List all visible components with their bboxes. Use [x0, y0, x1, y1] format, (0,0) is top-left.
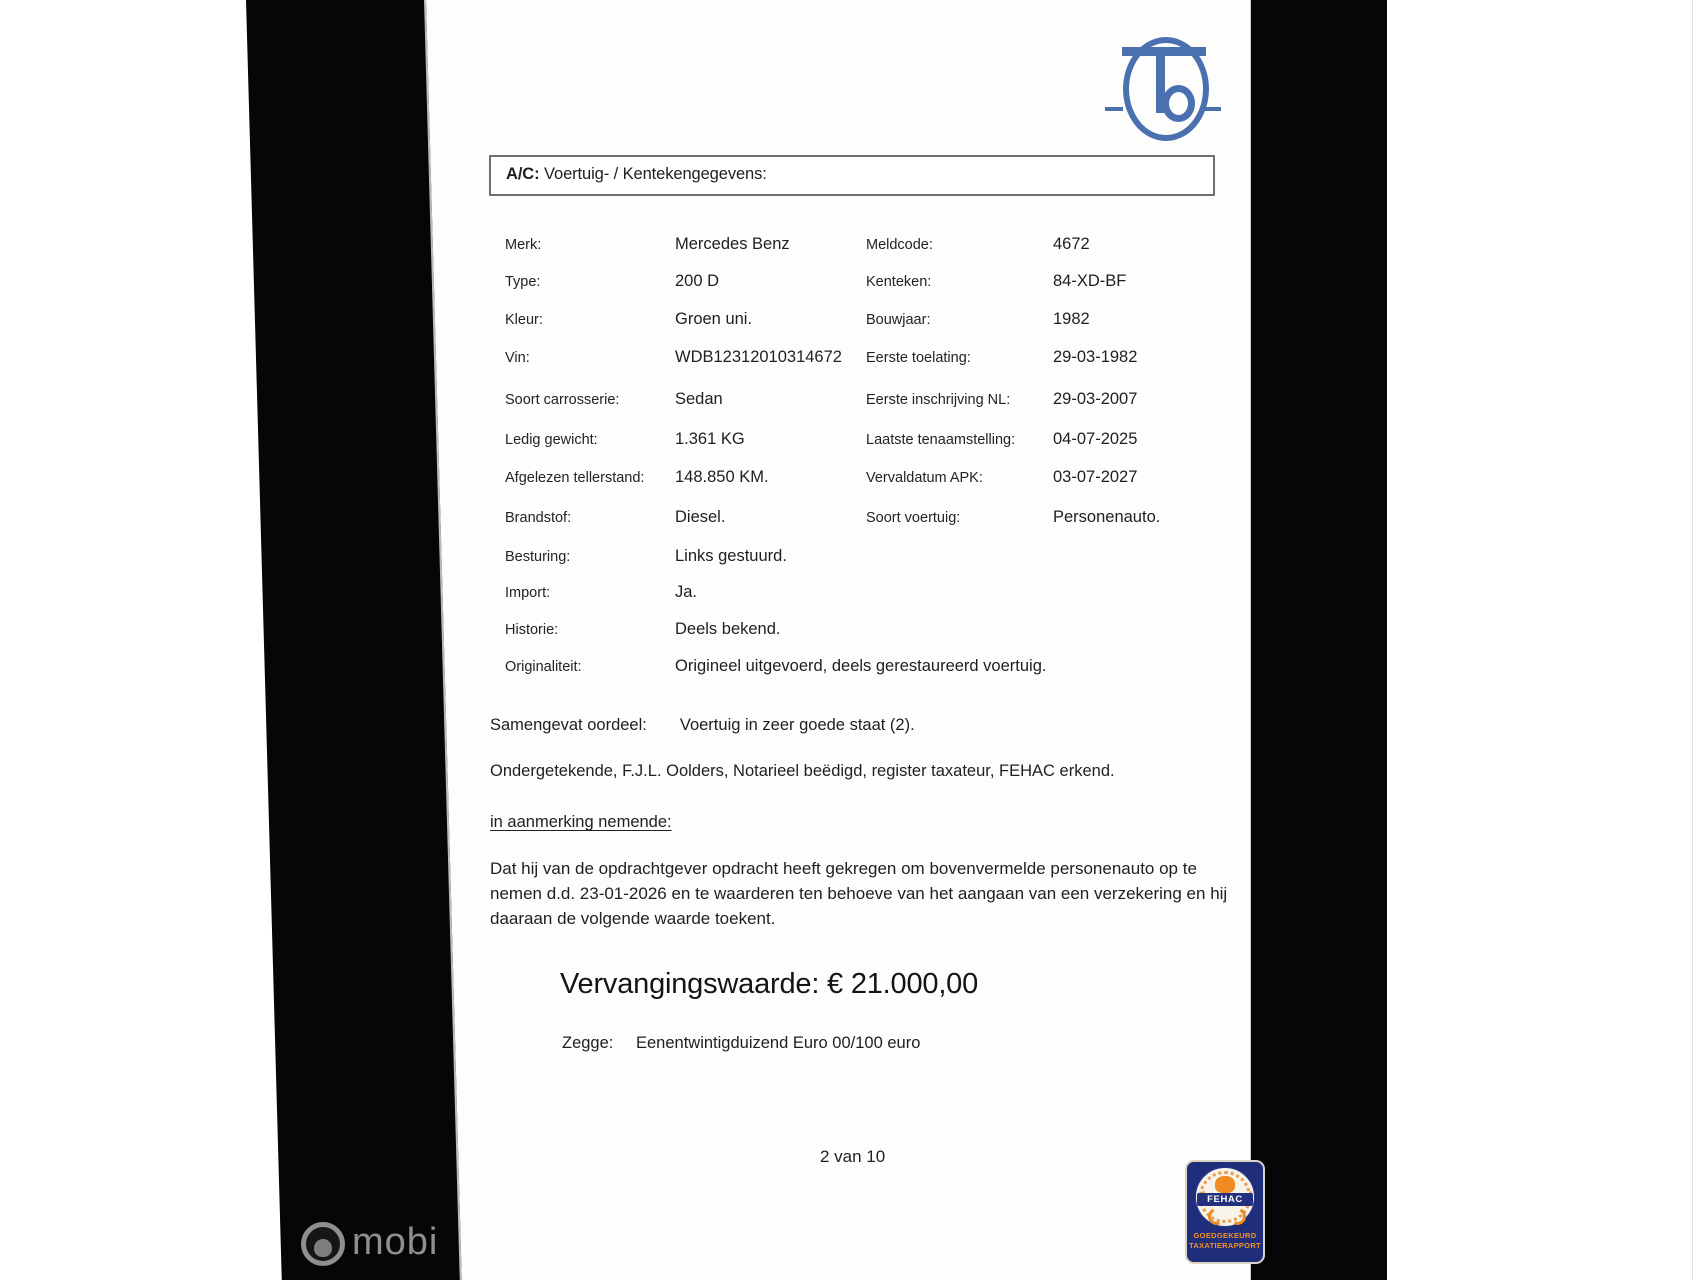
row-value2: Personenauto. — [1053, 508, 1161, 526]
table-row — [505, 508, 1235, 530]
tb-logo-dash-right-icon — [1203, 107, 1221, 111]
row-label: Brandstof: — [505, 510, 572, 526]
fehac-title: FEHAC — [1197, 1193, 1253, 1206]
row-value2: 04-07-2025 — [1053, 430, 1138, 448]
row-label: Ledig gewicht: — [505, 432, 598, 448]
row-value2: 03-07-2027 — [1053, 468, 1138, 486]
zegge-label: Zegge: — [562, 1034, 614, 1052]
fehac-emblem-circle — [1195, 1167, 1255, 1227]
valuation-line: Vervangingswaarde: € 21.000,00 — [560, 968, 979, 1000]
table-row — [505, 430, 1235, 452]
zegge-text: Eenentwintigduizend Euro 00/100 euro — [636, 1034, 921, 1052]
considering-line-3: daaraan de volgende waarde toekent. — [490, 909, 776, 928]
signer-line: Ondergetekende, F.J.L. Oolders, Notarieel beëdigd, register taxateur, FEHAC erkend. — [490, 762, 1115, 780]
row-value: 148.850 KM. — [675, 468, 769, 486]
table-row — [505, 235, 1235, 257]
row-label: Besturing: — [505, 549, 571, 565]
table-row — [505, 547, 1235, 569]
row-label: Kleur: — [505, 312, 543, 328]
considering-heading: in aanmerking nemende: — [490, 813, 672, 831]
row-value: Sedan — [675, 390, 723, 408]
row-value2: 4672 — [1053, 235, 1090, 253]
table-row — [505, 657, 1235, 679]
summary-value: Voertuig in zeer goede staat (2). — [679, 716, 915, 734]
row-label2: Eerste inschrijving NL: — [866, 392, 1011, 408]
row-value: Deels bekend. — [675, 620, 781, 638]
section-header-title: Voertuig- / Kentekengegevens: — [544, 165, 767, 183]
row-label: Afgelezen tellerstand: — [505, 470, 645, 486]
fehac-caption — [1187, 1231, 1263, 1251]
fehac-lion-icon — [1215, 1176, 1235, 1193]
row-value: Links gestuurd. — [675, 547, 787, 565]
row-value: Diesel. — [675, 508, 726, 526]
row-value: Mercedes Benz — [675, 235, 790, 253]
row-value2: 84-XD-BF — [1053, 272, 1127, 290]
page-edge-line — [1692, 0, 1693, 1280]
table-row — [505, 272, 1235, 294]
row-label: Type: — [505, 274, 541, 290]
row-label2: Laatste tenaamstelling: — [866, 432, 1016, 448]
row-value2: 1982 — [1053, 310, 1090, 328]
row-value: Ja. — [675, 583, 698, 601]
row-label: Historie: — [505, 622, 559, 638]
row-label2: Kenteken: — [866, 274, 932, 290]
row-value2: 29-03-1982 — [1053, 348, 1138, 366]
row-label: Merk: — [505, 237, 542, 253]
row-label: Soort carrosserie: — [505, 392, 620, 408]
row-value: 200 D — [675, 272, 720, 290]
row-label2: Vervaldatum APK: — [866, 470, 983, 486]
row-value2: 29-03-2007 — [1053, 390, 1138, 408]
row-label2: Meldcode: — [866, 237, 933, 253]
tb-logo-b-bowl-icon — [1162, 85, 1195, 122]
row-value: Groen uni. — [675, 310, 753, 328]
fehac-caption-line1: GOEDGEKEURD — [1193, 1231, 1257, 1240]
row-value: 1.361 KG — [675, 430, 745, 448]
considering-line-2: nemen d.d. 23-01-2026 en te waarderen ten behoeve van het aangaan van een verzekering en hij — [490, 884, 1228, 903]
tb-logo — [1112, 34, 1224, 136]
tb-logo-dash-left-icon — [1105, 107, 1123, 111]
summary-line — [490, 716, 915, 735]
row-label: Originaliteit: — [505, 659, 582, 675]
watermark-text: mobi — [352, 1221, 439, 1263]
watermark-logo-blob — [314, 1239, 332, 1257]
photo-black-bar-left — [246, 0, 462, 1280]
row-value: WDB12312010314672 — [675, 348, 842, 366]
row-label: Vin: — [505, 350, 530, 366]
row-value: Origineel uitgevoerd, deels gerestaureerd voertuig. — [675, 657, 1047, 675]
table-row — [505, 620, 1235, 642]
watermark-logo-icon — [301, 1222, 345, 1266]
tb-logo-t-crossbar-icon — [1122, 47, 1206, 56]
considering-line-1: Dat hij van de opdrachtgever opdracht heeft gekregen om bovenvermelde personenauto op te — [490, 859, 1197, 878]
section-header-text — [506, 165, 1213, 184]
fehac-caption-line2: TAXATIERAPPORT — [1189, 1241, 1261, 1250]
row-label2: Eerste toelating: — [866, 350, 971, 366]
table-row — [505, 348, 1235, 370]
section-header-box — [489, 155, 1215, 196]
page-indicator: 2 van 10 — [820, 1147, 886, 1166]
table-row — [505, 468, 1235, 490]
photo-black-bar-right — [1250, 0, 1387, 1280]
table-row — [505, 390, 1235, 412]
table-row — [505, 583, 1235, 605]
table-row — [505, 310, 1235, 332]
row-label2: Soort voertuig: — [866, 510, 961, 526]
summary-label: Samengevat oordeel: — [490, 716, 647, 734]
section-header-prefix: A/C: — [506, 165, 540, 183]
fehac-badge — [1185, 1160, 1265, 1264]
row-label: Import: — [505, 585, 551, 601]
row-label2: Bouwjaar: — [866, 312, 931, 328]
